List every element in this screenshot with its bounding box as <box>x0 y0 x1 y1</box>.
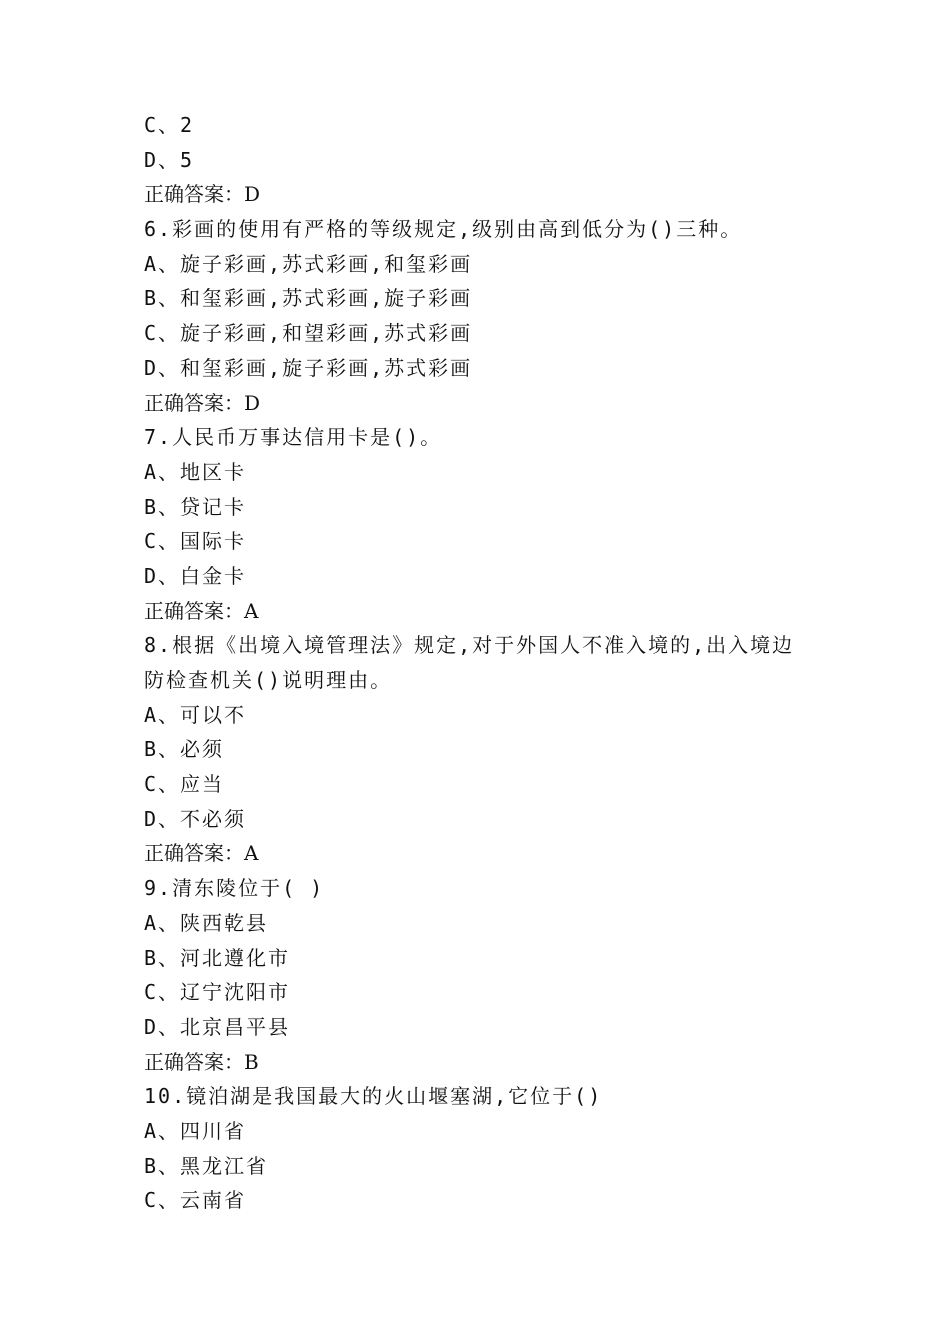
question-9 <box>144 871 824 1079</box>
option-d: D、白金卡 <box>144 563 247 588</box>
option-b: B、黑龙江省 <box>144 1153 269 1178</box>
option-a: A、地区卡 <box>144 459 247 484</box>
question-stem: 8.根据《出境入境管理法》规定,对于外国人不准入境的,出入境边 <box>144 633 795 658</box>
question-6 <box>144 212 824 420</box>
option-a: A、陕西乾县 <box>144 910 269 935</box>
option-c: C、辽宁沈阳市 <box>144 980 291 1005</box>
answer-line: 正确答案：A <box>144 841 259 866</box>
option-a: A、四川省 <box>144 1118 247 1143</box>
option-b: B、和玺彩画,苏式彩画,旋子彩画 <box>144 286 473 311</box>
option-d: D、和玺彩画,旋子彩画,苏式彩画 <box>144 355 473 380</box>
option-d: D、不必须 <box>144 806 247 831</box>
question-stem: 6.彩画的使用有严格的等级规定,级别由高到低分为()三种。 <box>144 217 743 242</box>
option-a: A、可以不 <box>144 702 247 727</box>
option-c: C、旋子彩画,和望彩画,苏式彩画 <box>144 321 473 346</box>
question-8 <box>144 628 824 871</box>
answer-line: 正确答案：D <box>144 182 261 207</box>
question-10 <box>144 1079 824 1218</box>
question-stem: 9.清东陵位于( ) <box>144 876 325 901</box>
question-stem-continued: 防检查机关()说明理由。 <box>144 668 393 692</box>
option-c: C、2 <box>144 113 195 137</box>
option-c: C、云南省 <box>144 1188 247 1213</box>
question-7 <box>144 420 824 628</box>
document-content <box>144 108 824 1218</box>
question-stem: 10.镜泊湖是我国最大的火山堰塞湖,它位于() <box>144 1084 603 1109</box>
option-a: A、旋子彩画,苏式彩画,和玺彩画 <box>144 251 473 276</box>
question-stem: 7.人民币万事达信用卡是()。 <box>144 425 443 450</box>
option-b: B、河北遵化市 <box>144 945 291 970</box>
option-b: B、贷记卡 <box>144 494 247 519</box>
answer-line: 正确答案：A <box>144 598 259 623</box>
option-c: C、国际卡 <box>144 529 247 554</box>
answer-line: 正确答案：B <box>144 1049 259 1074</box>
option-d: D、5 <box>144 147 195 172</box>
option-d: D、北京昌平县 <box>144 1014 291 1039</box>
option-c: C、应当 <box>144 772 225 797</box>
option-b: B、必须 <box>144 737 225 762</box>
answer-line: 正确答案：D <box>144 390 261 415</box>
